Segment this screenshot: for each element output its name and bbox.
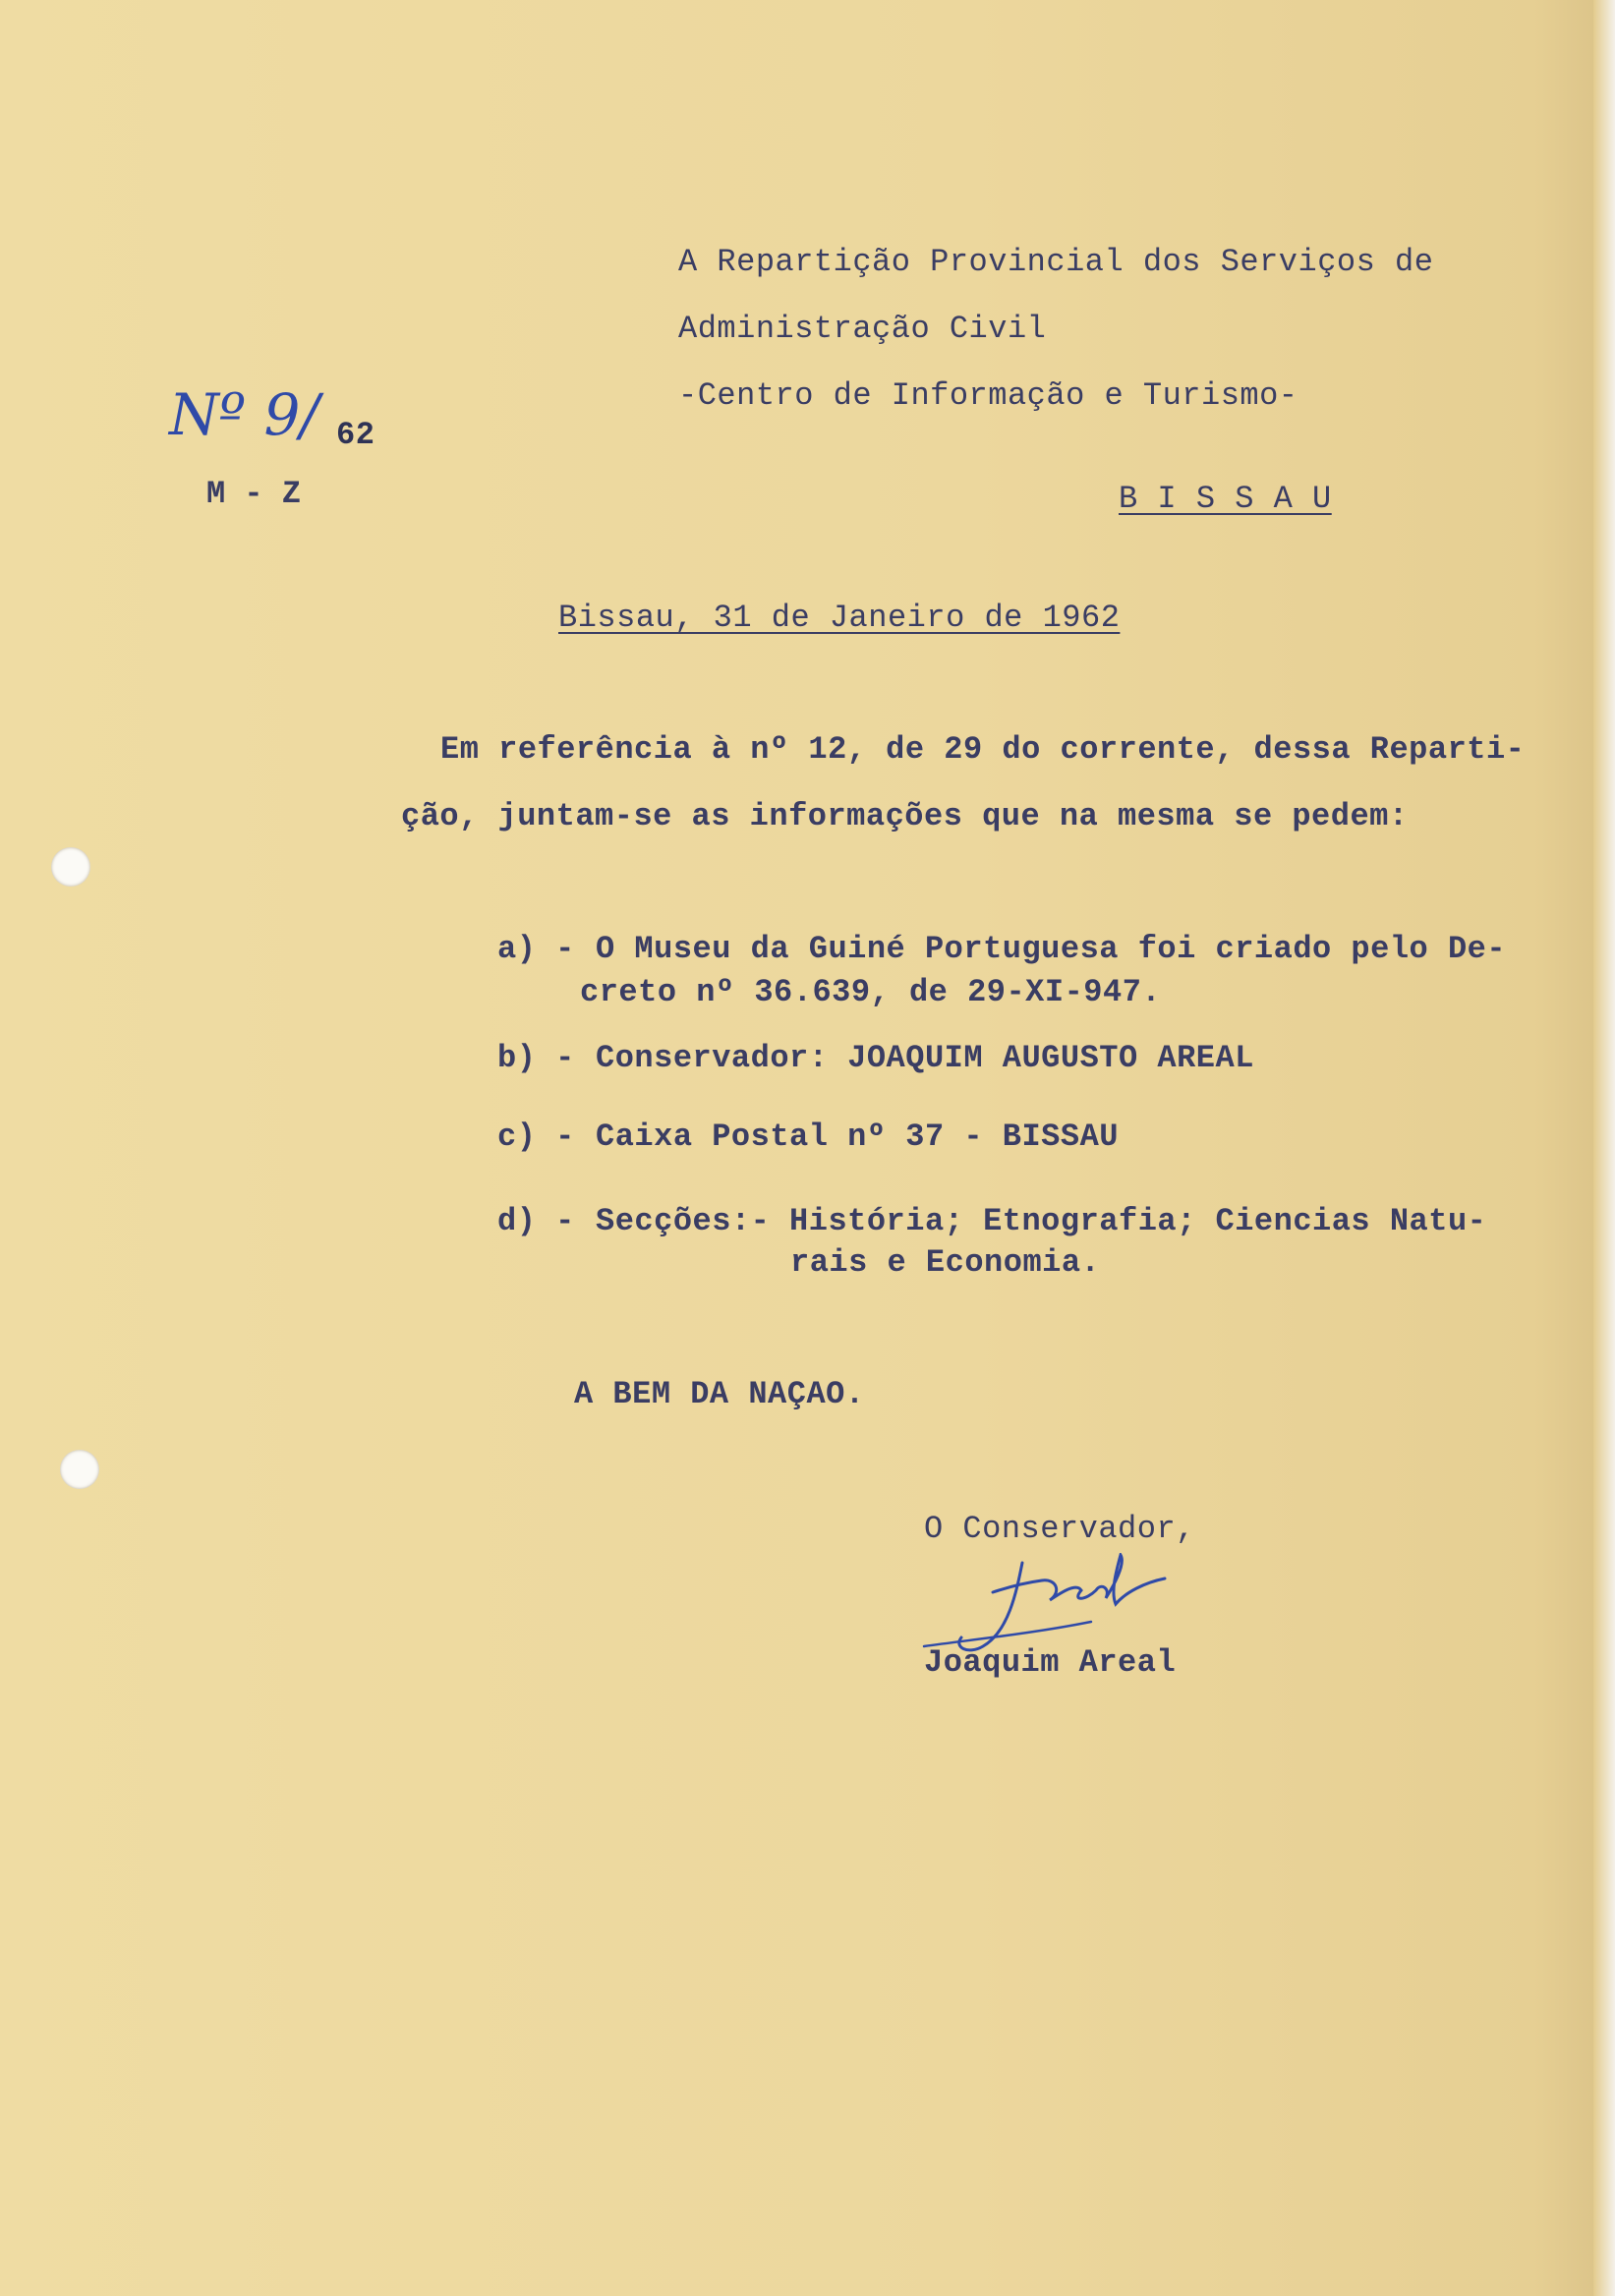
recipient-line-3: -Centro de Informação e Turismo- [678,377,1298,414]
item-c-text: Caixa Postal nº 37 - BISSAU [596,1119,1119,1155]
item-d-text: Secções:- História; Etnografia; Ciencias Natu- [596,1203,1487,1239]
signature-title: O Conservador, [924,1511,1195,1547]
reference-year: 62 [336,417,375,453]
reference-code: M - Z [206,476,302,512]
recipient-line-2: Administração Civil [678,311,1047,347]
closing-salutation: A BEM DA NAÇAO. [574,1376,865,1412]
punch-hole-top [51,847,90,887]
item-b-text: Conservador: JOAQUIM AUGUSTO AREAL [596,1040,1254,1076]
item-a-text: O Museu da Guiné Portuguesa foi criado pelo De- [596,931,1507,967]
recipient-line-1: A Repartição Provincial dos Serviços de [678,244,1434,280]
item-d-continuation: rais e Economia. [790,1244,1101,1281]
signatory-name: Joaquim Areal [924,1644,1177,1681]
paper-edge [1593,0,1615,2296]
body-line-1: Em referência à nº 12, de 29 do corrente, dessa Reparti- [440,731,1526,768]
body-line-2: ção, juntam-se as informações que na mesma se pedem: [401,798,1409,834]
recipient-city: B I S S A U [1119,481,1332,517]
date-line: Bissau, 31 de Janeiro de 1962 [558,600,1121,636]
punch-hole-bottom [60,1450,99,1489]
item-c-label: c) - [497,1119,575,1155]
item-b-label: b) - [497,1040,575,1076]
item-a-continuation: creto nº 36.639, de 29-XI-947. [580,974,1162,1010]
item-d-label: d) - [497,1203,575,1239]
item-a-label: a) - [497,931,575,967]
handwritten-reference-number: Nº 9/ [169,381,319,448]
